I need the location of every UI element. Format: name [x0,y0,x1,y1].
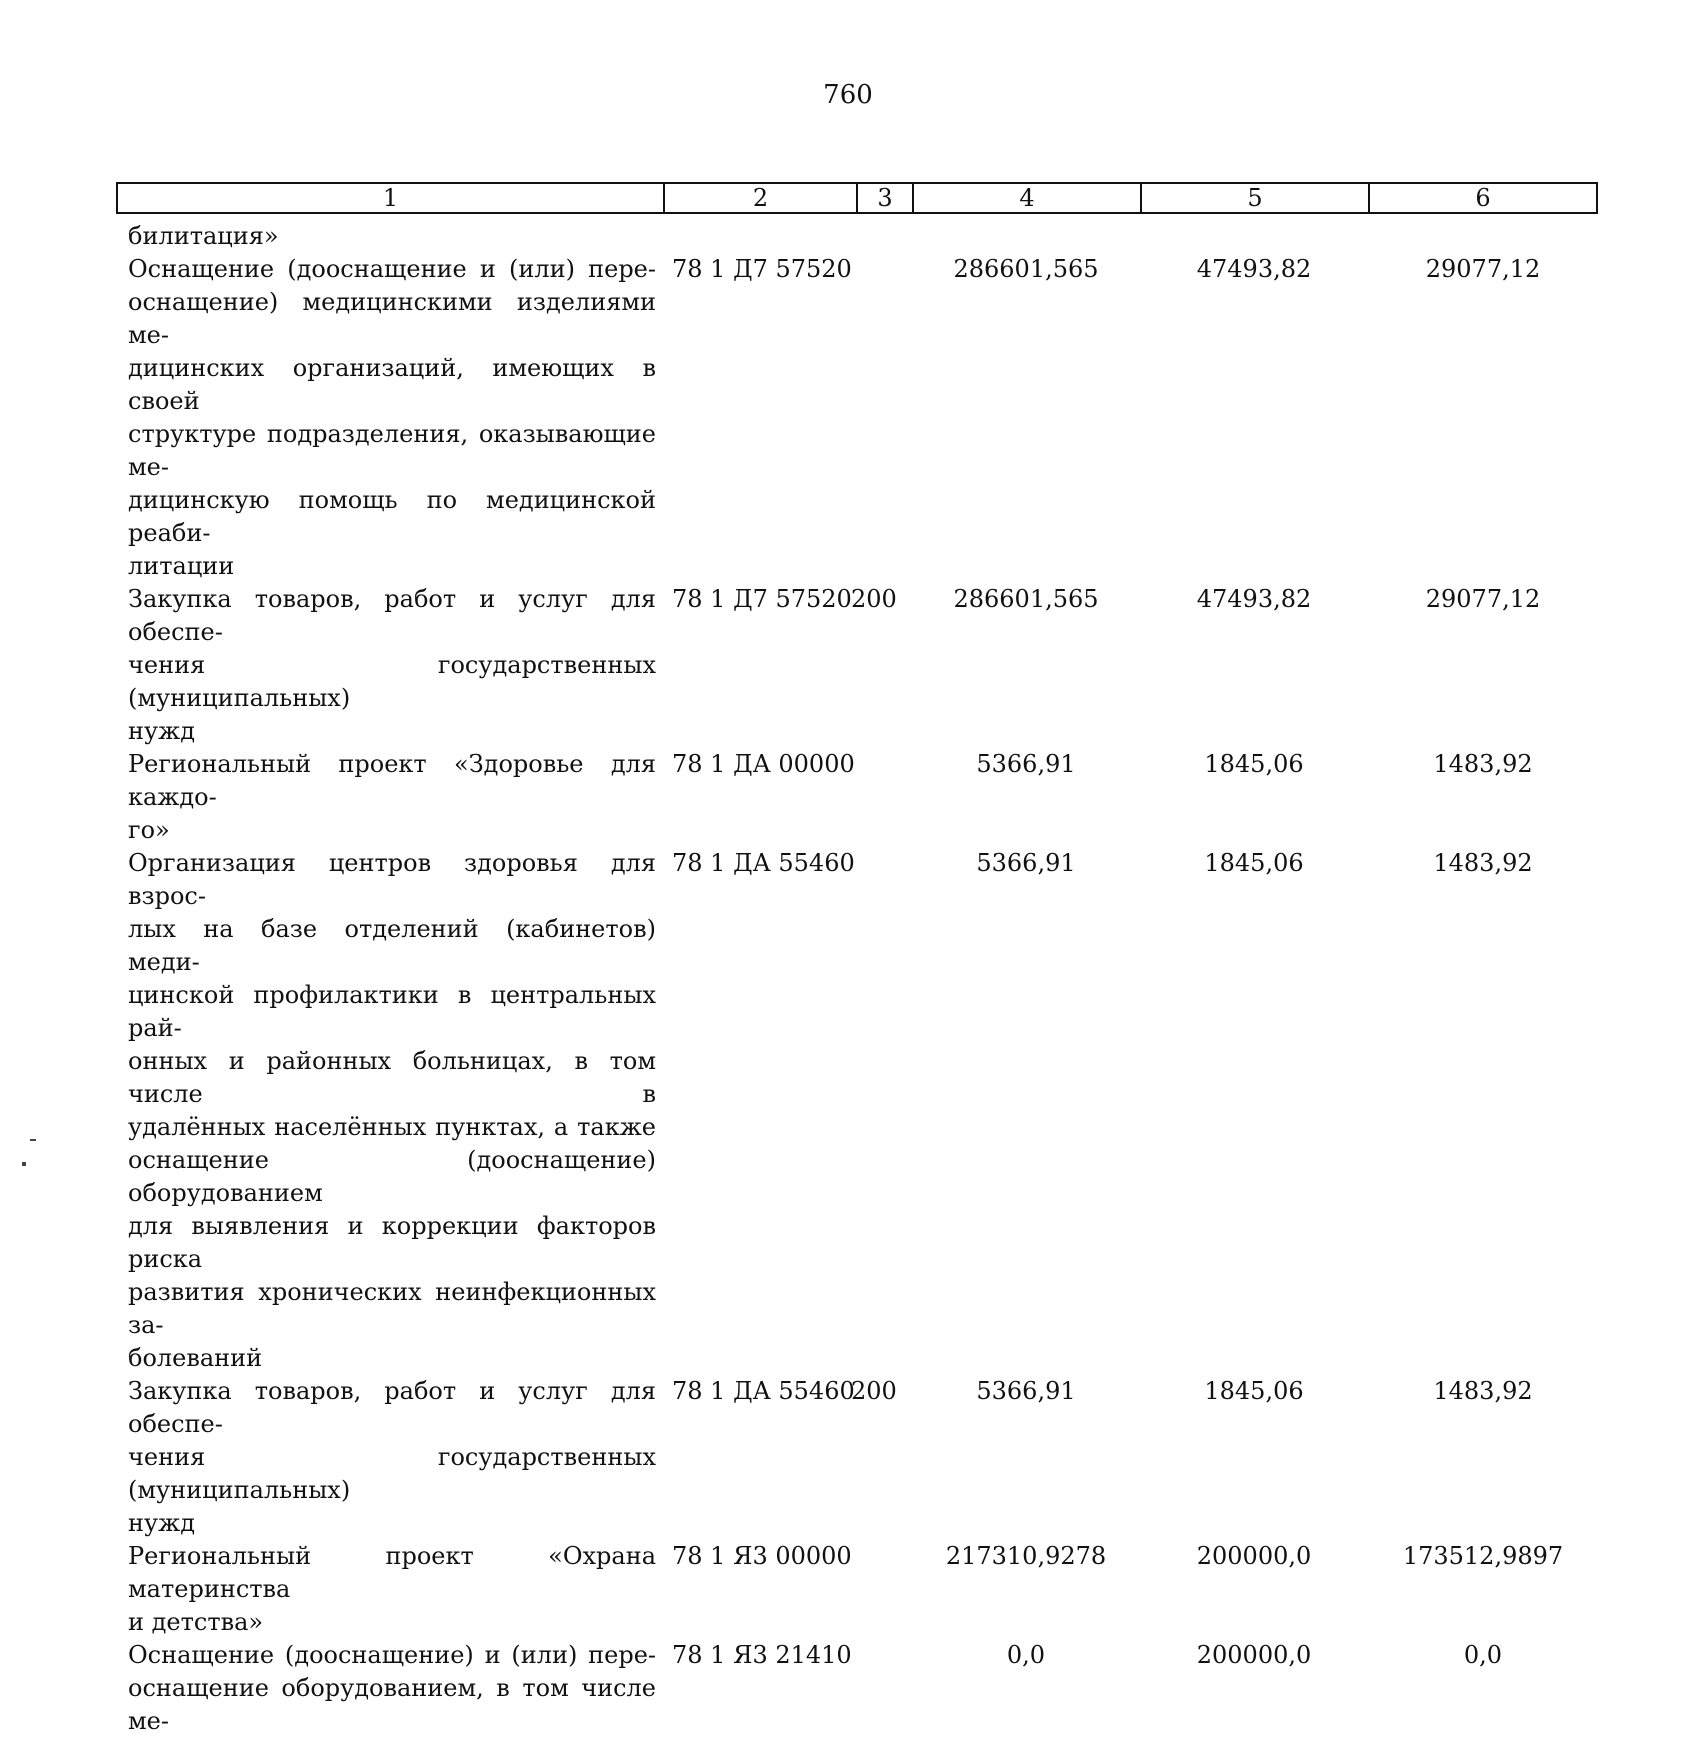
description-line: дицинских организаций, имеющих в своей [128,354,656,415]
row-value-4: 5366,91 [976,750,1076,778]
description-line: и детства» [128,1608,264,1636]
row-value-4: 0,0 [1006,1641,1046,1669]
row-value-4: 217310,9278 [945,1542,1107,1570]
description-line: нужд [128,717,195,745]
table-row [116,1375,1598,1540]
table-row [116,583,1598,748]
row-expense-type [849,253,912,583]
description-line: болеваний [128,1344,263,1372]
row-expense-type [849,220,912,253]
row-code: 78 1 Д7 57520 [672,255,852,283]
description-line: онных и районных больницах, в том числе в [128,1047,656,1108]
table-row [116,253,1598,583]
description-line: чения государственных (муниципальных) [128,1443,656,1504]
row-description [116,1639,656,1738]
description-line: оснащение (дооснащение) оборудованием [128,1146,656,1207]
description-line: Региональный проект «Здоровье для каждо- [128,750,656,811]
scan-speck [22,1162,26,1166]
description-line: оснащение) медицинскими изделиями ме- [128,288,656,349]
row-value-6 [1368,220,1598,253]
row-code: 78 1 Я3 00000 [672,1542,852,1570]
description-line: для выявления и коррекции факторов риска [128,1212,656,1273]
table-body [116,220,1598,1738]
row-code: 78 1 Я3 21410 [672,1641,852,1669]
row-value-6: 173512,9897 [1402,1542,1564,1570]
row-value-5 [1140,220,1368,253]
description-line: Закупка товаров, работ и услуг для обеспе- [128,585,656,646]
table-row [116,847,1598,1375]
description-line: Региональный проект «Охрана материнства [128,1542,656,1603]
header-col-2: 2 [665,184,858,212]
row-description [116,220,656,253]
row-value-6: 0,0 [1463,1641,1503,1669]
row-code [656,220,849,253]
description-line: Оснащение (дооснащение) и (или) пере- [128,1641,656,1669]
row-value-4: 5366,91 [976,1377,1076,1405]
row-value-5: 1845,06 [1204,1377,1304,1405]
row-value-5: 1845,06 [1204,849,1304,877]
row-value-6: 1483,92 [1433,750,1533,778]
description-line: билитация» [128,222,279,250]
row-value-4: 286601,565 [953,585,1099,613]
description-line: нужд [128,1509,195,1537]
row-description [116,1540,656,1639]
row-code: 78 1 ДА 55460 [672,1377,855,1405]
table-row [116,1639,1598,1738]
scan-speck [30,1139,36,1141]
row-value-4: 286601,565 [953,255,1099,283]
row-expense-type: 200 [851,1377,897,1405]
row-expense-type [849,748,912,847]
table-row [116,220,1598,253]
row-value-6: 1483,92 [1433,849,1533,877]
description-line: удалённых населённых пунктах, а также [128,1113,656,1141]
description-line: развития хронических неинфекционных за- [128,1278,656,1339]
description-line: Оснащение (дооснащение и (или) пере- [128,255,656,283]
description-line: структуре подразделения, оказывающие ме- [128,420,656,481]
row-value-5: 200000,0 [1196,1542,1312,1570]
row-expense-type [849,1540,912,1639]
description-line: лых на базе отделений (кабинетов) меди- [128,915,656,976]
row-code: 78 1 ДА 55460 [672,849,855,877]
header-col-1: 1 [118,184,665,212]
row-expense-type [849,847,912,1375]
row-description [116,748,656,847]
row-description [116,583,656,748]
description-line: литации [128,552,235,580]
description-line: Закупка товаров, работ и услуг для обеспе- [128,1377,656,1438]
row-code: 78 1 ДА 00000 [672,750,855,778]
row-code: 78 1 Д7 57520 [672,585,852,613]
description-line: го» [128,816,170,844]
description-line: Организация центров здоровья для взрос- [128,849,656,910]
row-expense-type: 200 [851,585,897,613]
row-value-6: 29077,12 [1425,255,1541,283]
table-row [116,748,1598,847]
row-description [116,253,656,583]
row-value-4 [912,220,1140,253]
description-line: чения государственных (муниципальных) [128,651,656,712]
row-value-5: 200000,0 [1196,1641,1312,1669]
header-col-3: 3 [858,184,914,212]
header-col-4: 4 [914,184,1142,212]
table-header [116,182,1598,214]
header-col-6: 6 [1475,184,1491,212]
page-number: 760 [823,80,873,110]
description-line: дицинскую помощь по медицинской реаби- [128,486,656,547]
row-value-5: 47493,82 [1196,585,1312,613]
row-value-5: 1845,06 [1204,750,1304,778]
row-expense-type [849,1639,912,1738]
row-value-4: 5366,91 [976,849,1076,877]
row-value-6: 29077,12 [1425,585,1541,613]
row-value-5: 47493,82 [1196,255,1312,283]
header-col-5: 5 [1142,184,1370,212]
description-line: цинской профилактики в центральных рай- [128,981,656,1042]
table-row [116,1540,1598,1639]
row-value-6: 1483,92 [1433,1377,1533,1405]
row-description [116,847,656,1375]
description-line: оснащение оборудованием, в том числе ме- [128,1674,656,1735]
row-description [116,1375,656,1540]
